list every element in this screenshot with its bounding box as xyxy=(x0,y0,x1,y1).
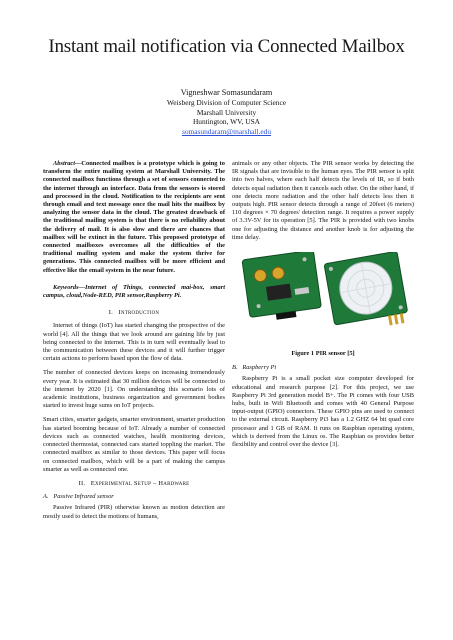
subsection-heading-raspberry-pi xyxy=(232,364,414,372)
pir-paragraph-1: Passive Infrared (PIR) otherwise known as motion detection are mostly used to detect the motions of humans, xyxy=(43,504,225,520)
keywords-label: Keywords xyxy=(53,283,79,291)
raspberry-pi-paragraph: Raspberry Pi is a small pocket size computer developed for educational and research purpose [2]. For this project, we use Raspberry Pi 3rd generation model B+. The Pi comes with four USB hubs, built in Wifi Bluetooth and comes with 40 General Purpose input-output (GPIO) connectors. These GPIO pins are used to connect to the external circuit. Raspberry Pi3 has a 1.2 GHZ 64 bit quad core processor and 1 GB of RAM. It runs on Raspbian operating system, which is derived from the Linux os. The Raspbian os provides better flexibility and control over the device [3]. xyxy=(232,375,414,449)
section-heading-hardware xyxy=(43,480,225,488)
section-title: Introduction xyxy=(118,309,160,317)
right-column xyxy=(232,160,414,455)
keywords-text: —Internet of Things, connected mai-box, smart campus, cloud,Node-RED, PIR sensor,Raspberry Pi. xyxy=(43,283,225,300)
subsection-title: Raspberry Pi xyxy=(242,364,277,372)
intro-paragraph-1: Internet of things (IoT) has started changing the prospective of the world [4]. All the things that we look around are gaining life by just being connected to the internet. This is in turn will eventually lead to the communication between these devices and it will further trigger certain actions to perform based upon the flow of data. xyxy=(43,322,225,363)
author-university: Marshall University xyxy=(196,107,257,117)
author-block xyxy=(0,88,453,137)
figure-pir-sensor xyxy=(232,252,414,344)
figure-caption: Figure 1 PIR sensor [5] xyxy=(291,350,355,358)
abstract xyxy=(43,160,225,275)
intro-paragraph-3: Smart cities, smarter gadgets, smarter environment, smarter production has started booming because of IoT. Already a number of connected devices such as connected watches, health monitoring devices, connected thermostat, connected cars started toppling the market. The connected mailbox as similar to those devices. This paper will focus on connected mailbox, which will be a part of making the campus smarter as well as connected one. xyxy=(43,416,225,473)
subsection-label: B. xyxy=(232,364,238,372)
pir-sensor-image xyxy=(232,252,414,344)
author-name: Vigneshwar Somasundaram xyxy=(180,88,273,97)
author-affiliation: Weisberg Division of Computer Science xyxy=(166,97,287,107)
intro-paragraph-2: The number of connected devices keeps on increasing tremendously every year. It is estimated that 30 million devices will be connected to the internet by 2020 [1]. On understanding this scenario lots of academic institutions, business organization and government bodies started to invest huge sums on IoT projects. xyxy=(43,369,225,410)
section-title: Experimental Setup – Hardware xyxy=(90,479,190,487)
section-heading-introduction xyxy=(43,309,225,317)
author-email-link[interactable]: somasundaram@marshall.edu xyxy=(181,127,272,137)
abstract-text: —Connected mailbox is a prototype which is going to transform the entire mailing system at Marshall University. The connected mailbox functions through a set of sensors connected to the internet through an interface. Data from the sensors is stored and processed in the cloud. Notification to the recipients are sent through email and text message once the mail hits the mailbox by analyzing the sensor data in the cloud. The greatest drawback of the traditional mailing system is that there is no reliability about the delivery of mail. It is also slow and there are chances that mailbox will be extinct in the future. This proposed prototype of connected mailboxes overcomes all the difficulties of the traditional mailing system and make the system thrive for generations. This connected mailbox will be more efficient and effective like the email system in the near future. xyxy=(43,160,225,274)
section-number: II. xyxy=(78,479,86,487)
subsection-label: A. xyxy=(43,493,49,501)
left-column xyxy=(43,160,225,527)
keywords xyxy=(43,284,225,300)
abstract-label: Abstract xyxy=(53,160,76,167)
author-city: Huntington, WV, USA xyxy=(192,117,261,127)
section-number: I. xyxy=(108,309,113,317)
pir-paragraph-2: animals or any other objects. The PIR sensor works by detecting the IR signals that are invisible to the human eyes. The PIR sensor is split into two halves, where each half detects the levels of IR, so if both detects equal radiation then it cancels each other. On the other hand, if one detects more radiation and the other half detects less then it outputs high. PIR sensor detects through a range of 20feet (6 meters) 110 degrees × 70 degrees' detection range. It requires a power supply of 3.3V-5V for its operation [5]. The PIR is provided with two knobs one for adjusting the distance and another knob is for adjusting the time delay. xyxy=(232,160,414,241)
subsection-heading-pir xyxy=(43,493,225,501)
subsection-title: Passive Infrared sensor xyxy=(53,493,114,501)
paper-title: Instant mail notification via Connected Mailbox xyxy=(48,36,405,57)
